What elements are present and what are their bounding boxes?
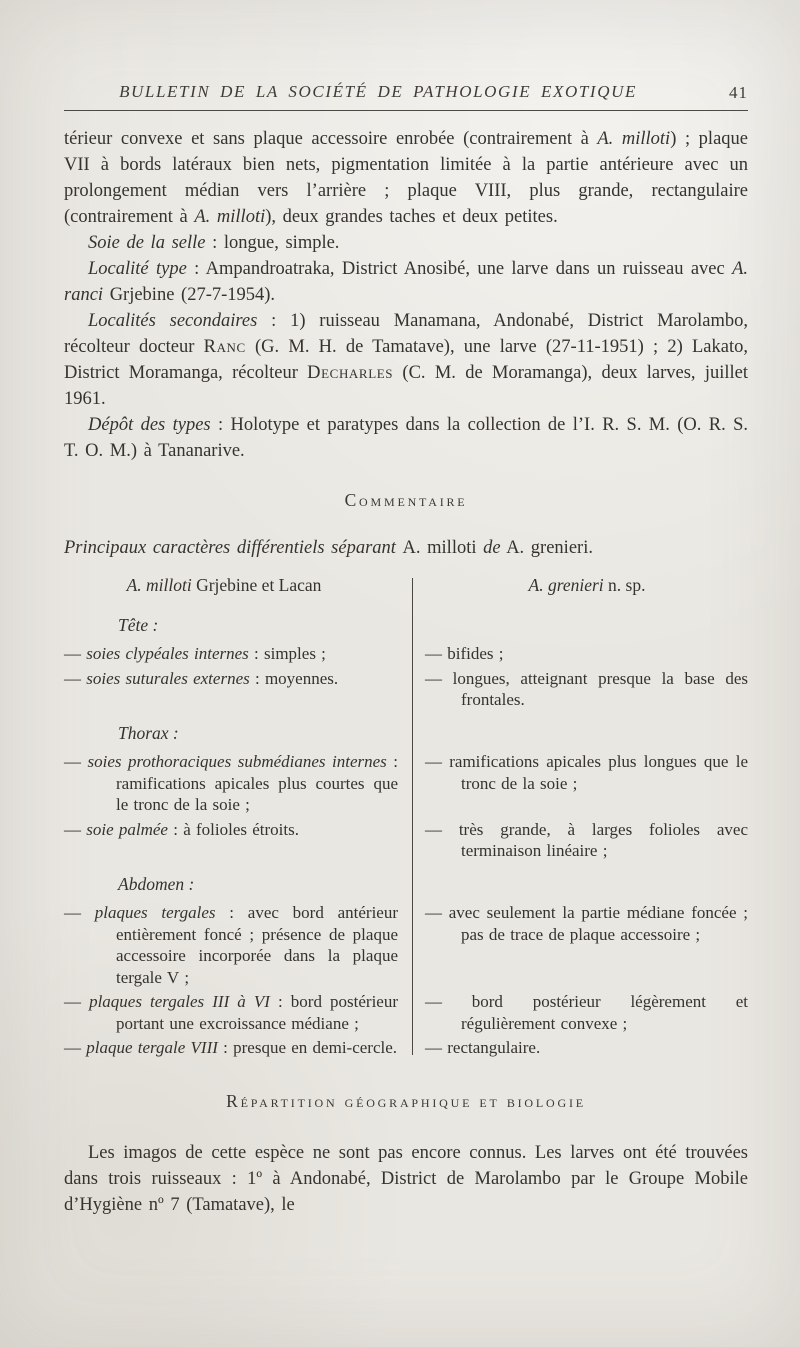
- table-cell-right: — bifides ;: [425, 644, 504, 663]
- table-subheading-thorax: Thorax :: [118, 722, 179, 743]
- locality-type-paragraph: Localité type : Ampandroatraka, District Anosibé, une larve dans un ruisseau avec A. ranci Grjebine (27-7-1954).: [64, 259, 748, 305]
- differential-table: [64, 575, 748, 1059]
- table-cell-right: — avec seulement la partie médiane foncée ; pas de trace de plaque accessoire ;: [425, 903, 748, 944]
- table-cell-right: — longues, atteignant presque la base des frontales.: [425, 668, 748, 709]
- description-paragraph: Soie de la selle : longue, simple.: [88, 233, 340, 253]
- type-deposit-paragraph: Dépôt des types : Holotype et paratypes dans la collection de l’I. R. S. M. (O. R. S. T. O. M.) à Tananarive.: [64, 415, 748, 461]
- page-content: [64, 82, 748, 1218]
- repartition-heading: Répartition géographique et biologie: [226, 1090, 586, 1111]
- table-cell-right: — très grande, à larges folioles avec terminaison linéaire ;: [425, 819, 748, 860]
- table-cell-left: — plaque tergale VIII : presque en demi-cercle.: [64, 1038, 398, 1057]
- table-row: [64, 643, 748, 665]
- running-head: [64, 82, 748, 102]
- journal-title: BULLETIN DE LA SOCIÉTÉ DE PATHOLOGIE EXOTIQUE: [119, 82, 637, 101]
- table-row: [64, 902, 748, 988]
- table-cell-left: — plaques tergales : avec bord antérieur entièrement foncé ; présence de plaque accessoire incorporée dans la plaque tergale V ;: [64, 903, 398, 987]
- table-column-header-left: A. milloti Grjebine et Lacan: [126, 575, 322, 595]
- table-cell-left: — plaques tergales III à VI : bord postérieur portant une excroissance médiane ;: [64, 992, 398, 1033]
- header-rule: [64, 110, 748, 111]
- commentaire-heading: Commentaire: [344, 490, 468, 510]
- differential-intro: Principaux caractères différentiels séparant A. milloti de A. grenieri.: [64, 538, 593, 558]
- table-cell-left: — soies suturales externes : moyennes.: [64, 668, 339, 688]
- table-cell-left: — soies clypéales internes : simples ;: [64, 644, 326, 663]
- species-description: [64, 126, 748, 464]
- page-number: 41: [729, 83, 748, 102]
- table-column-header-right: A. grenieri n. sp.: [528, 575, 646, 595]
- table-row: [64, 819, 748, 862]
- secondary-localities-paragraph: Localités secondaires : 1) ruisseau Manamana, Andonabé, District Marolambo, récolteur docteur Ranc (G. M. H. de Tamatave), une larve (27-11-1951) ; 2) Lakato, District Moramanga, récolteur Decharles (C. M. de Moramanga), deux larves, juillet 1961.: [64, 311, 749, 409]
- table-divider: [412, 578, 413, 1055]
- table-subheading-abdomen: Abdomen :: [118, 873, 195, 894]
- table-cell-right: — ramifications apicales plus longues que le tronc de la soie ;: [425, 752, 748, 793]
- table-row: [64, 991, 748, 1034]
- description-paragraph: térieur convexe et sans plaque accessoire enrobée (contrairement à A. milloti) ; plaque VII à bords latéraux bien nets, pigmentation limitée à la partie antérieure avec un prolongement médian vers l’arrière ; plaque VIII, plus grande, rectangulaire (contrairement à A. milloti), deux grandes taches et deux petites.: [64, 129, 748, 227]
- repartition-paragraph: Les imagos de cette espèce ne sont pas encore connus. Les larves ont été trouvées dans trois ruisseaux : 1º à Andonabé, District de Marolambo par le Groupe Mobile d’Hygiène nº 7 (Tamatave), le: [64, 1142, 748, 1215]
- table-row: [64, 668, 748, 711]
- repartition-section: [64, 1140, 748, 1218]
- table-subheading-tete: Tête :: [118, 614, 159, 635]
- table-header-row: [64, 575, 748, 597]
- table-row: [64, 1037, 748, 1059]
- table-cell-left: — soies prothoraciques submédianes internes : ramifications apicales plus courtes que le tronc de la soie ;: [64, 752, 398, 814]
- table-cell-right: — bord postérieur légèrement et régulièrement convexe ;: [425, 992, 748, 1033]
- table-row: [64, 751, 748, 816]
- table-cell-left: — soie palmée : à folioles étroits.: [64, 819, 299, 839]
- table-cell-right: — rectangulaire.: [425, 1038, 541, 1057]
- page-header: [64, 82, 748, 111]
